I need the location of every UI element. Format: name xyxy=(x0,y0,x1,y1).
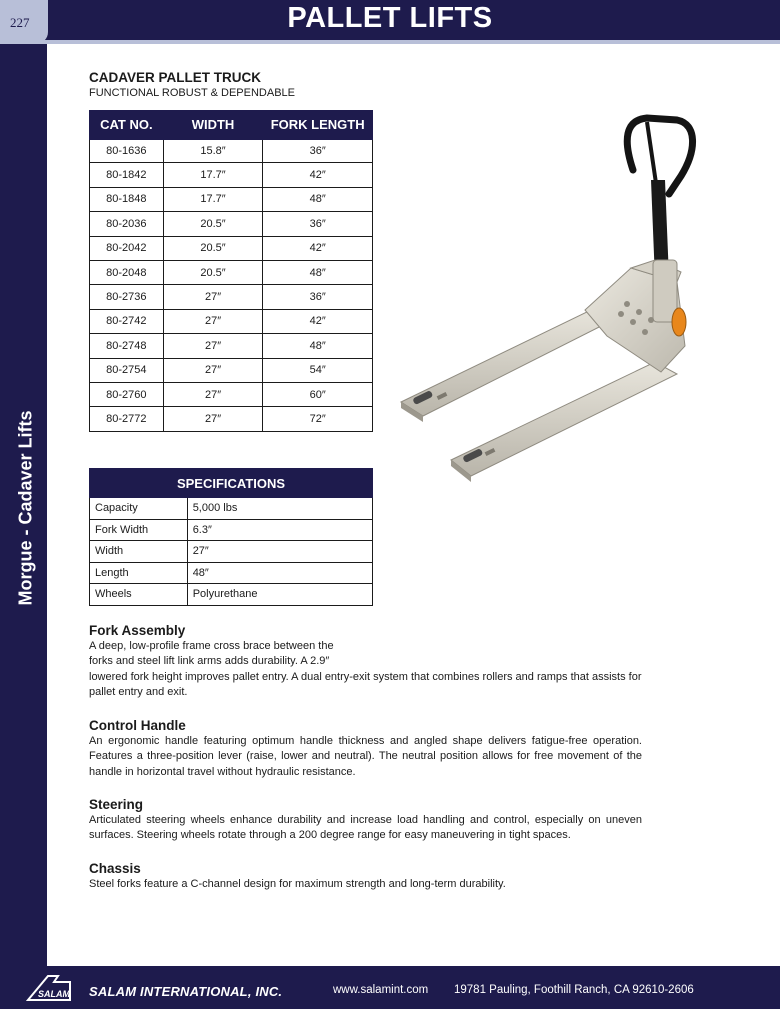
spec-value: 5,000 lbs xyxy=(187,498,372,520)
cat-no-cell: 80-1636 xyxy=(90,139,164,163)
width-cell: 27″ xyxy=(163,309,263,333)
footer-website-link[interactable]: www.salamint.com xyxy=(333,984,429,996)
table-row xyxy=(90,407,373,431)
table-row xyxy=(90,334,373,358)
spec-label: Length xyxy=(90,562,188,584)
table-row xyxy=(90,382,373,406)
cat-no-cell: 80-2736 xyxy=(90,285,164,309)
table-row xyxy=(90,584,373,606)
table-row xyxy=(90,285,373,309)
spec-value: 6.3″ xyxy=(187,519,372,541)
cat-no-cell: 80-2772 xyxy=(90,407,164,431)
section-title: Steering xyxy=(89,797,144,812)
table-row xyxy=(90,139,373,163)
spec-header-row xyxy=(90,469,373,498)
catalog-header-row xyxy=(90,111,373,139)
fork-length-cell: 48″ xyxy=(263,187,373,211)
width-cell: 27″ xyxy=(163,285,263,309)
width-cell: 20.5″ xyxy=(163,260,263,284)
cat-no-cell: 80-2748 xyxy=(90,334,164,358)
fork-length-cell: 72″ xyxy=(263,407,373,431)
fork-length-cell: 54″ xyxy=(263,358,373,382)
section-chassis xyxy=(89,861,642,892)
section-text: An ergonomic handle featuring optimum handle thickness and angled shape delivers fatigue-free operation. Features a three-position lever (raise, lower and neutral). The neutral position allows for free movement of the handle in horizontal travel without hydraulic resistance. xyxy=(89,735,642,778)
fork-length-cell: 42″ xyxy=(263,309,373,333)
section-side-title: Morgue - Cadaver Lifts xyxy=(15,410,36,606)
table-row xyxy=(90,309,373,333)
cat-no-cell: 80-1848 xyxy=(90,187,164,211)
spec-label: Width xyxy=(90,541,188,563)
spec-value: Polyurethane xyxy=(187,584,372,606)
table-row xyxy=(90,519,373,541)
table-row xyxy=(90,212,373,236)
fork-length-cell: 60″ xyxy=(263,382,373,406)
spec-header: SPECIFICATIONS xyxy=(90,469,373,498)
header-rule xyxy=(0,40,780,44)
table-row xyxy=(90,260,373,284)
width-cell: 20.5″ xyxy=(163,212,263,236)
spec-label: Wheels xyxy=(90,584,188,606)
footer-address: 19781 Pauling, Foothill Ranch, CA 92610-2606 xyxy=(454,984,694,996)
table-row xyxy=(90,498,373,520)
cat-no-cell: 80-1842 xyxy=(90,163,164,187)
section-title: Control Handle xyxy=(89,718,186,733)
section-fork-assembly xyxy=(89,623,642,700)
salam-logo xyxy=(24,970,94,1004)
catalog-header-width: WIDTH xyxy=(163,111,263,139)
width-cell: 15.8″ xyxy=(163,139,263,163)
cat-no-cell: 80-2048 xyxy=(90,260,164,284)
pallet-truck-image xyxy=(385,110,705,490)
fork-length-cell: 42″ xyxy=(263,236,373,260)
page-number: 227 xyxy=(0,0,48,44)
fork-length-cell: 48″ xyxy=(263,334,373,358)
table-row xyxy=(90,541,373,563)
fork-length-cell: 48″ xyxy=(263,260,373,284)
spec-label: Capacity xyxy=(90,498,188,520)
section-text-line: A deep, low-profile frame cross brace between the xyxy=(89,640,334,652)
product-name: CADAVER PALLET TRUCK xyxy=(89,70,261,85)
spec-label: Fork Width xyxy=(90,519,188,541)
cat-no-cell: 80-2742 xyxy=(90,309,164,333)
section-text: Articulated steering wheels enhance durability and increase load handling and control, especially on uneven surfaces. Steering wheels rotate through a 200 degree range for easy maneuvering in tight spaces. xyxy=(89,814,642,842)
catalog-header-cat-no: CAT NO. xyxy=(90,111,164,139)
spec-value: 48″ xyxy=(187,562,372,584)
width-cell: 27″ xyxy=(163,382,263,406)
catalog-table xyxy=(89,110,373,432)
width-cell: 27″ xyxy=(163,358,263,382)
specifications-table xyxy=(89,468,373,606)
fork-length-cell: 36″ xyxy=(263,285,373,309)
section-title: Chassis xyxy=(89,861,141,876)
section-title: Fork Assembly xyxy=(89,623,186,638)
table-row xyxy=(90,236,373,260)
width-cell: 27″ xyxy=(163,407,263,431)
width-cell: 27″ xyxy=(163,334,263,358)
fork-length-cell: 42″ xyxy=(263,163,373,187)
section-text: lowered fork height improves pallet entry. A dual entry-exit system that combines rollers and ramps that assists for pallet entry and exit. xyxy=(89,670,642,698)
section-steering xyxy=(89,797,642,844)
table-row xyxy=(90,358,373,382)
fork-length-cell: 36″ xyxy=(263,212,373,236)
cat-no-cell: 80-2760 xyxy=(90,382,164,406)
cat-no-cell: 80-2036 xyxy=(90,212,164,236)
width-cell: 17.7″ xyxy=(163,163,263,187)
catalog-header-fork-length: FORK LENGTH xyxy=(263,111,373,139)
section-text: Steel forks feature a C-channel design for maximum strength and long-term durability. xyxy=(89,878,506,890)
section-control-handle xyxy=(89,718,642,780)
cat-no-cell: 80-2754 xyxy=(90,358,164,382)
table-row xyxy=(90,562,373,584)
width-cell: 17.7″ xyxy=(163,187,263,211)
cat-no-cell: 80-2042 xyxy=(90,236,164,260)
footer-company-name: SALAM INTERNATIONAL, INC. xyxy=(89,984,283,999)
spec-value: 27″ xyxy=(187,541,372,563)
width-cell: 20.5″ xyxy=(163,236,263,260)
table-row xyxy=(90,187,373,211)
page-title: PALLET LIFTS xyxy=(287,2,493,34)
logo-text: SALAM xyxy=(38,989,70,999)
section-text-line: forks and steel lift link arms adds durability. A 2.9″ xyxy=(89,655,330,668)
product-tagline: FUNCTIONAL ROBUST & DEPENDABLE xyxy=(89,87,295,99)
table-row xyxy=(90,163,373,187)
fork-length-cell: 36″ xyxy=(263,139,373,163)
